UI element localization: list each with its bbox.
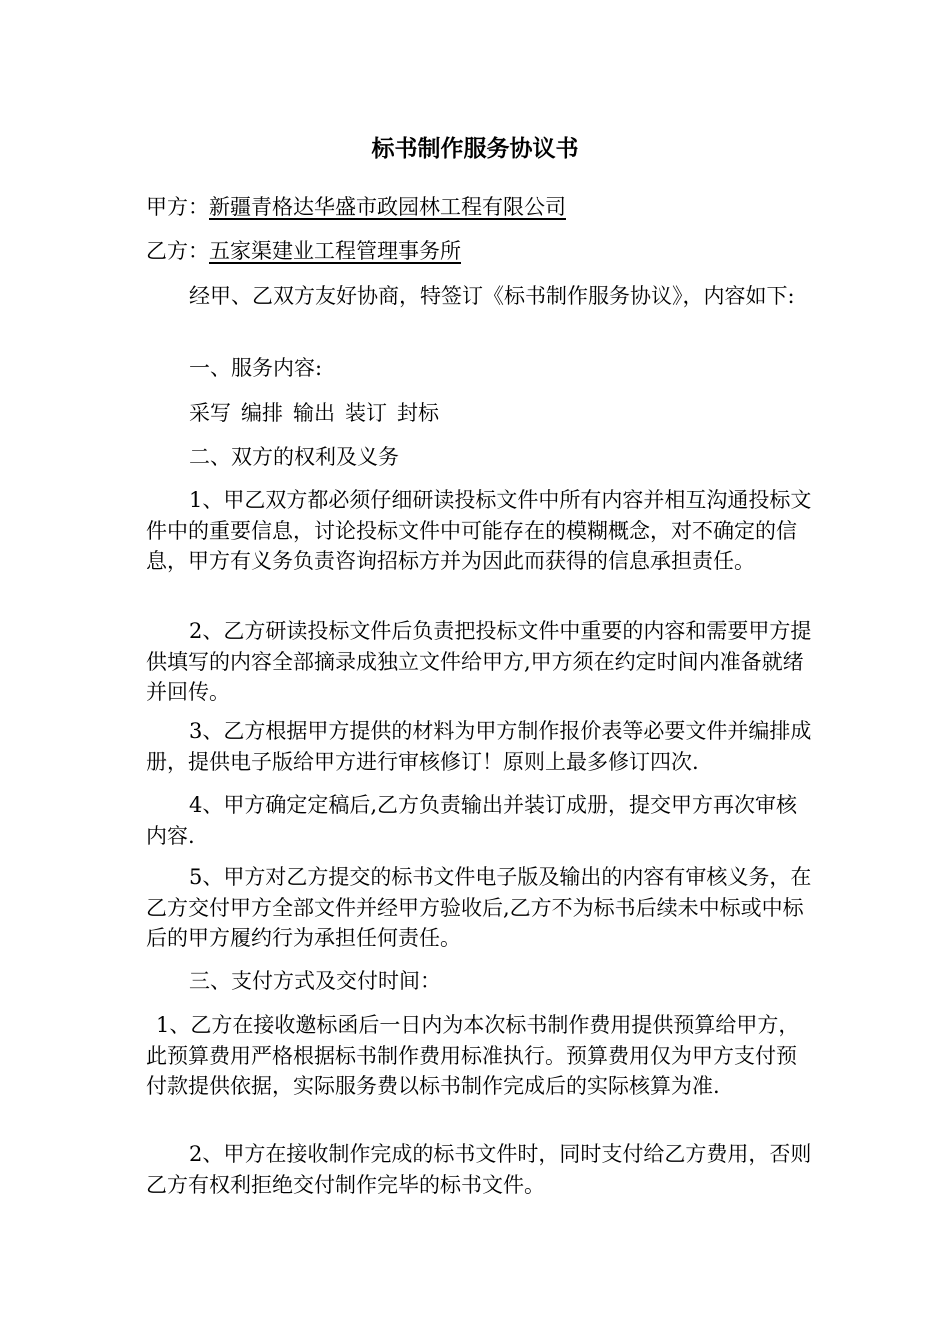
- service-item: 输出: [293, 401, 335, 425]
- party-a-label: 甲方：: [146, 195, 209, 219]
- service-items-list: [146, 398, 816, 429]
- service-item: 编排: [241, 401, 283, 425]
- party-a-name: 新疆青格达华盛市政园林工程有限公司: [209, 195, 566, 219]
- service-item: 采写: [189, 401, 231, 425]
- party-b-line: [146, 236, 816, 267]
- section3-clause-1: 1、乙方在接收邀标函后一日内为本次标书制作费用提供预算给甲方，此预算费用严格根据标书制作费用标准执行。预算费用仅为甲方支付预付款提供依据，实际服务费以标书制作完成后的实际核算为准.: [146, 1013, 800, 1098]
- section2-clause-3: 3、乙方根据甲方提供的材料为甲方制作报价表等必要文件并编排成册，提供电子版给甲方进行审核修订！原则上最多修订四次.: [146, 719, 812, 774]
- section2-clause-2: 2、乙方研读投标文件后负责把投标文件中重要的内容和需要甲方提供填写的内容全部摘录成独立文件给甲方,甲方须在约定时间内准备就绪并回传。: [146, 619, 812, 704]
- section2-heading: 二、双方的权利及义务: [189, 445, 399, 469]
- section3-heading: 三、支付方式及交付时间：: [189, 969, 441, 993]
- document-title: 标书制作服务协议书: [371, 135, 579, 162]
- section1-heading: 一、服务内容:: [189, 356, 323, 380]
- section3-clause-2: 2、甲方在接收制作完成的标书文件时，同时支付给乙方费用，否则乙方有权利拒绝交付制作完毕的标书文件。: [146, 1142, 812, 1197]
- service-item: 封标: [397, 401, 439, 425]
- intro-paragraph: 经甲、乙双方友好协商，特签订《标书制作服务协议》，内容如下:: [189, 284, 795, 308]
- party-b-label: 乙方：: [146, 239, 209, 263]
- service-item: 装订: [345, 401, 387, 425]
- section2-clause-5: 5、甲方对乙方提交的标书文件电子版及输出的内容有审核义务，在乙方交付甲方全部文件并经甲方验收后,乙方不为标书后续未中标或中标后的甲方履约行为承担任何责任。: [146, 865, 812, 950]
- section2-clause-4: 4、甲方确定定稿后,乙方负责输出并装订成册，提交甲方再次审核内容.: [146, 793, 798, 848]
- party-a-line: [146, 192, 816, 223]
- party-b-name: 五家渠建业工程管理事务所: [209, 239, 461, 263]
- section2-clause-1: 1、甲乙双方都必须仔细研读投标文件中所有内容并相互沟通投标文件中的重要信息，讨论投标文件中可能存在的模糊概念，对不确定的信息，甲方有义务负责咨询招标方并为因此而获得的信息承担责任。: [146, 488, 812, 573]
